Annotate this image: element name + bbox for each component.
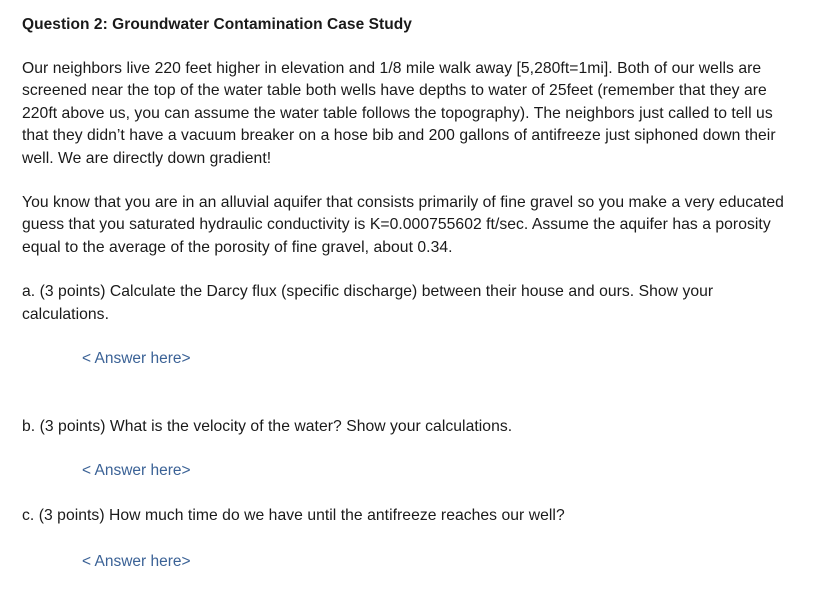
question-title: Question 2: Groundwater Contamination Case Study (22, 16, 412, 33)
scenario-paragraph: Our neighbors live 220 feet higher in elevation and 1/8 mile walk away [5,280ft=1mi]. Both of our wells are screened near the top of the water table both wells have depths to water of 25feet (remember that they are 220ft above us, you can assume the water table follows the topography). The neighbors just called to tell us that they didn’t have a vacuum breaker on a hose bib and 200 gallons of antifreeze just siphoned down their well. We are directly down gradient! (22, 60, 776, 167)
aquifer-paragraph: You know that you are in an alluvial aquifer that consists primarily of fine gravel so you make a very educated guess that you saturated hydraulic conductivity is K=0.000755602 ft/sec. Assume the aquifer has a porosity equal to the average of the porosity of fine gravel, about 0.34. (22, 194, 784, 256)
answer-b-field[interactable]: < Answer here> (82, 462, 191, 480)
question-c: c. (3 points) How much time do we have until the antifreeze reaches our well? (22, 507, 565, 525)
question-a: a. (3 points) Calculate the Darcy flux (specific discharge) between their house and ours. Show your calculations. (22, 283, 714, 323)
answer-a-field[interactable]: < Answer here> (82, 350, 191, 368)
answer-c-field[interactable]: < Answer here> (82, 552, 191, 570)
question-b: b. (3 points) What is the velocity of the water? Show your calculations. (22, 418, 513, 436)
document-page (22, 14, 802, 573)
